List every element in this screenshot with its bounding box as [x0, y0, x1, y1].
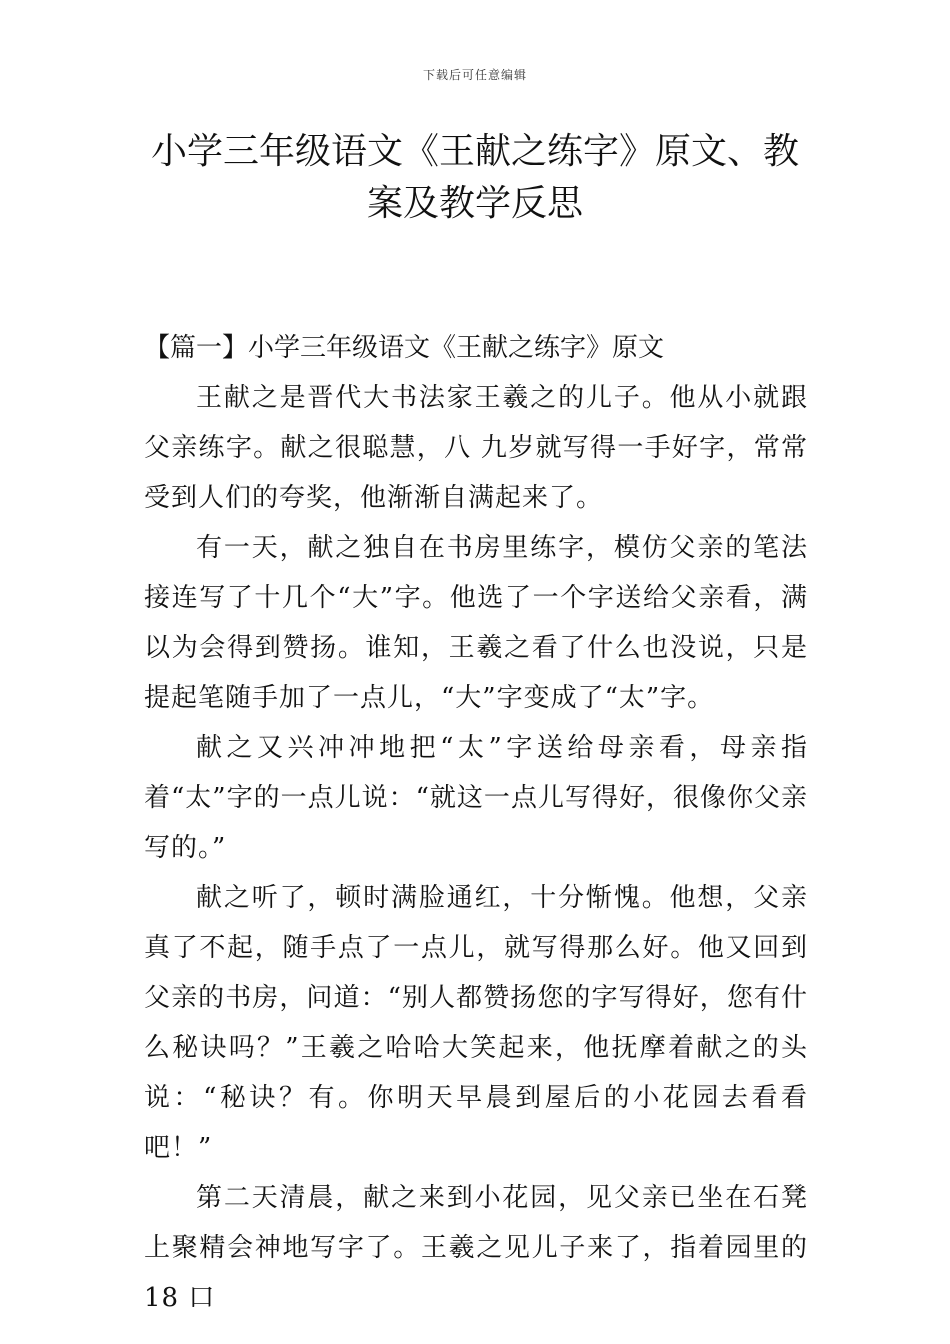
document-title: 小学三年级语文《王献之练字》原文、教案及教学反思	[150, 131, 799, 224]
paragraph-3: 献之又兴冲冲地把“太”字送给母亲看，母亲指着“太”字的一点儿说：“就这一点儿写得好，很像你父亲写的。”	[144, 733, 808, 863]
paragraph-5: 第二天清晨，献之来到小花园，见父亲已坐在石凳上聚精会神地写字了。王羲之见儿子来了，指着园里的 18 口	[144, 1183, 808, 1313]
section-heading: 【篇一】小学三年级语文《王献之练字》原文	[144, 333, 665, 363]
paragraph-2: 有一天，献之独自在书房里练字，模仿父亲的笔法接连写了十几个“大”字。他选了一个字送给父亲看，满以为会得到赞扬。谁知，王羲之看了什么也没说，只是提起笔随手加了一点儿，“大”字变成了“太”字。	[144, 533, 808, 713]
document-body	[144, 323, 808, 1323]
paragraph-4: 献之听了，顿时满脸通红，十分惭愧。他想，父亲真了不起，随手点了一点儿，就写得那么好。他又回到父亲的书房，问道：“别人都赞扬您的字写得好，您有什么秘诀吗？”王羲之哈哈大笑起来，他抚摩着献之的头说：“秘诀？有。你明天早晨到屋后的小花园去看看吧！”	[144, 883, 808, 1163]
header-note: 下载后可任意编辑	[422, 68, 527, 82]
paragraph-1: 王献之是晋代大书法家王羲之的儿子。他从小就跟父亲练字。献之很聪慧，八 九岁就写得一手好字，常常受到人们的夸奖，他渐渐自满起来了。	[144, 383, 808, 513]
